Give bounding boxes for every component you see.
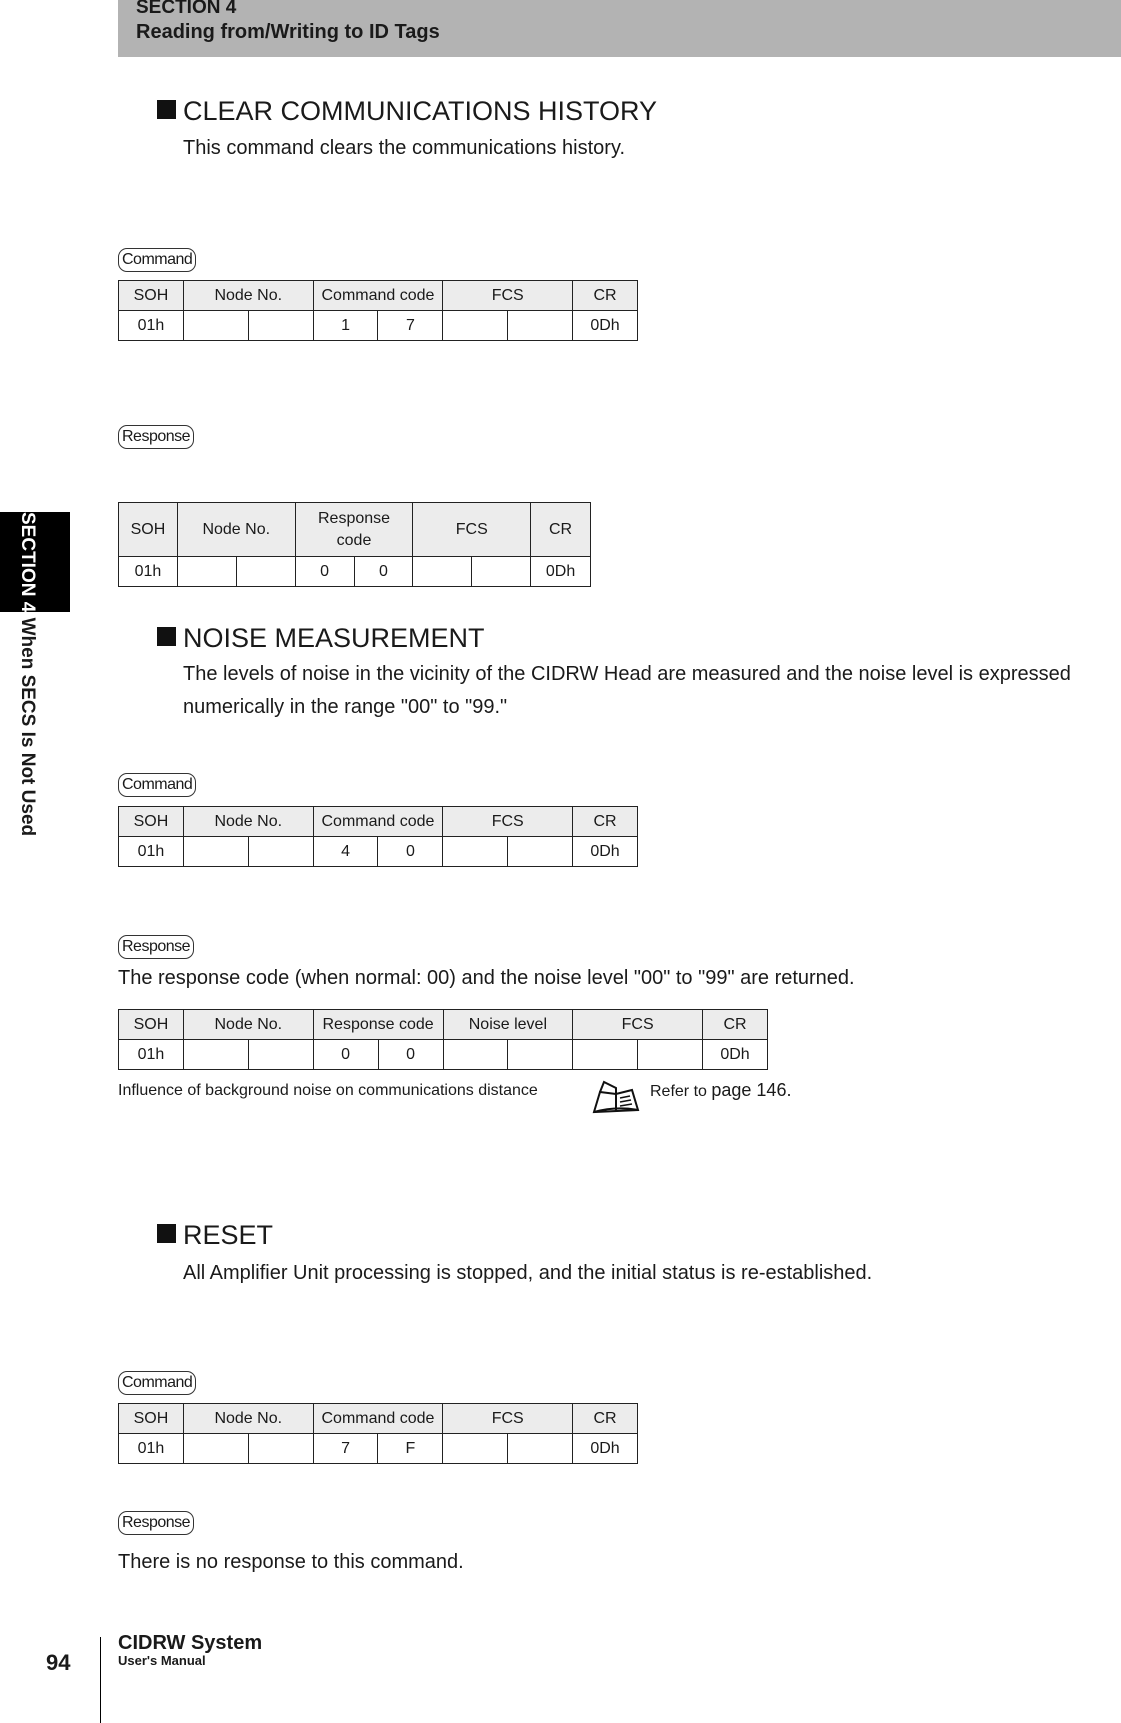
cell: 7 [313, 1434, 378, 1464]
col-fcs: FCS [573, 1010, 703, 1040]
cell [248, 311, 313, 341]
noise-heading: NOISE MEASUREMENT [157, 623, 485, 654]
reset-heading: RESET [157, 1220, 273, 1251]
book-reference-icon [592, 1080, 640, 1114]
cell: 01h [119, 311, 184, 341]
reset-command-table [118, 1403, 638, 1464]
page-number: 94 [46, 1650, 71, 1675]
cell: 0 [295, 557, 354, 587]
section-title: Reading from/Writing to ID Tags [136, 21, 440, 43]
command-label: Command [118, 1371, 196, 1395]
col-node-no: Node No. [183, 807, 313, 837]
col-soh: SOH [119, 1404, 184, 1434]
command-label: Command [118, 248, 196, 272]
page-reference[interactable]: Refer to page 146. [650, 1080, 792, 1100]
col-soh: SOH [119, 503, 178, 557]
side-tab-label: SECTION 4 When SECS Is Not Used [17, 512, 38, 837]
col-cr: CR [573, 1404, 638, 1434]
clear-history-command-table [118, 280, 638, 341]
cell [443, 1434, 508, 1464]
product-name: CIDRW System [118, 1632, 263, 1654]
cell: 01h [119, 1434, 184, 1464]
col-noise-level: Noise level [443, 1010, 573, 1040]
col-cr: CR [573, 281, 638, 311]
clear-history-description: This command clears the communications history. [183, 137, 626, 159]
cell [508, 837, 573, 867]
col-soh: SOH [119, 807, 184, 837]
reset-description: All Amplifier Unit processing is stopped, and the initial status is re-established. [183, 1262, 873, 1284]
cell [236, 557, 295, 587]
cell [183, 311, 248, 341]
section-header [118, 0, 1121, 57]
cell [443, 311, 508, 341]
col-cr: CR [703, 1010, 768, 1040]
cell: 0Dh [573, 1434, 638, 1464]
noise-description-line1: The levels of noise in the vicinity of the CIDRW Head are measured and the noise level is expressed [183, 663, 1071, 685]
col-fcs: FCS [443, 1404, 573, 1434]
cell: F [378, 1434, 443, 1464]
cell [638, 1040, 703, 1070]
cell: 01h [119, 837, 184, 867]
cell [248, 837, 313, 867]
section-number: SECTION 4 [136, 0, 237, 18]
square-bullet-icon [157, 100, 176, 119]
response-label: Response [118, 935, 194, 959]
cell: 7 [378, 311, 443, 341]
col-command-code: Command code [313, 1404, 443, 1434]
col-node-no: Node No. [183, 1404, 313, 1434]
cell: 0Dh [531, 557, 591, 587]
col-node-no: Node No. [183, 281, 313, 311]
cell [508, 1434, 573, 1464]
clear-history-heading: CLEAR COMMUNICATIONS HISTORY [157, 96, 657, 127]
clear-history-response-table [118, 502, 591, 587]
response-label: Response [118, 425, 194, 449]
cell [573, 1040, 638, 1070]
cell [183, 837, 248, 867]
command-label: Command [118, 773, 196, 797]
cell: 0 [378, 1040, 443, 1070]
cell: 01h [119, 557, 178, 587]
col-soh: SOH [119, 1010, 184, 1040]
cell [472, 557, 531, 587]
cell [508, 1040, 573, 1070]
col-cr: CR [573, 807, 638, 837]
col-soh: SOH [119, 281, 184, 311]
cell [183, 1434, 248, 1464]
page-link[interactable]: page 146. [711, 1080, 792, 1100]
cell [183, 1040, 248, 1070]
noise-command-table [118, 806, 638, 867]
cell: 4 [313, 837, 378, 867]
cell [508, 311, 573, 341]
reference-text: Influence of background noise on communications distance [118, 1082, 538, 1099]
col-command-code: Command code [313, 807, 443, 837]
cell [177, 557, 236, 587]
cell: 1 [313, 311, 378, 341]
cell: 0 [378, 837, 443, 867]
col-response-code: Response code [295, 503, 413, 557]
noise-description-line2: numerically in the range "00" to "99." [183, 696, 508, 718]
reset-response-note: There is no response to this command. [118, 1551, 464, 1573]
col-response-code: Response code [313, 1010, 443, 1040]
col-fcs: FCS [443, 281, 573, 311]
cell [248, 1040, 313, 1070]
col-cr: CR [531, 503, 591, 557]
manual-name: User's Manual [118, 1653, 206, 1668]
square-bullet-icon [157, 1224, 176, 1243]
col-node-no: Node No. [183, 1010, 313, 1040]
cell: 0Dh [573, 311, 638, 341]
cell: 0Dh [703, 1040, 768, 1070]
cell: 0Dh [573, 837, 638, 867]
cell [443, 1040, 508, 1070]
cell: 0 [313, 1040, 378, 1070]
square-bullet-icon [157, 627, 176, 646]
col-fcs: FCS [413, 503, 531, 557]
col-fcs: FCS [443, 807, 573, 837]
cell [248, 1434, 313, 1464]
cell: 01h [119, 1040, 184, 1070]
noise-response-table [118, 1009, 768, 1070]
footer-divider [100, 1637, 101, 1723]
cell: 0 [354, 557, 413, 587]
cell [413, 557, 472, 587]
response-label: Response [118, 1511, 194, 1535]
noise-response-note: The response code (when normal: 00) and the noise level "00" to "99" are returned. [118, 967, 855, 989]
col-command-code: Command code [313, 281, 443, 311]
cell [443, 837, 508, 867]
col-node-no: Node No. [177, 503, 295, 557]
